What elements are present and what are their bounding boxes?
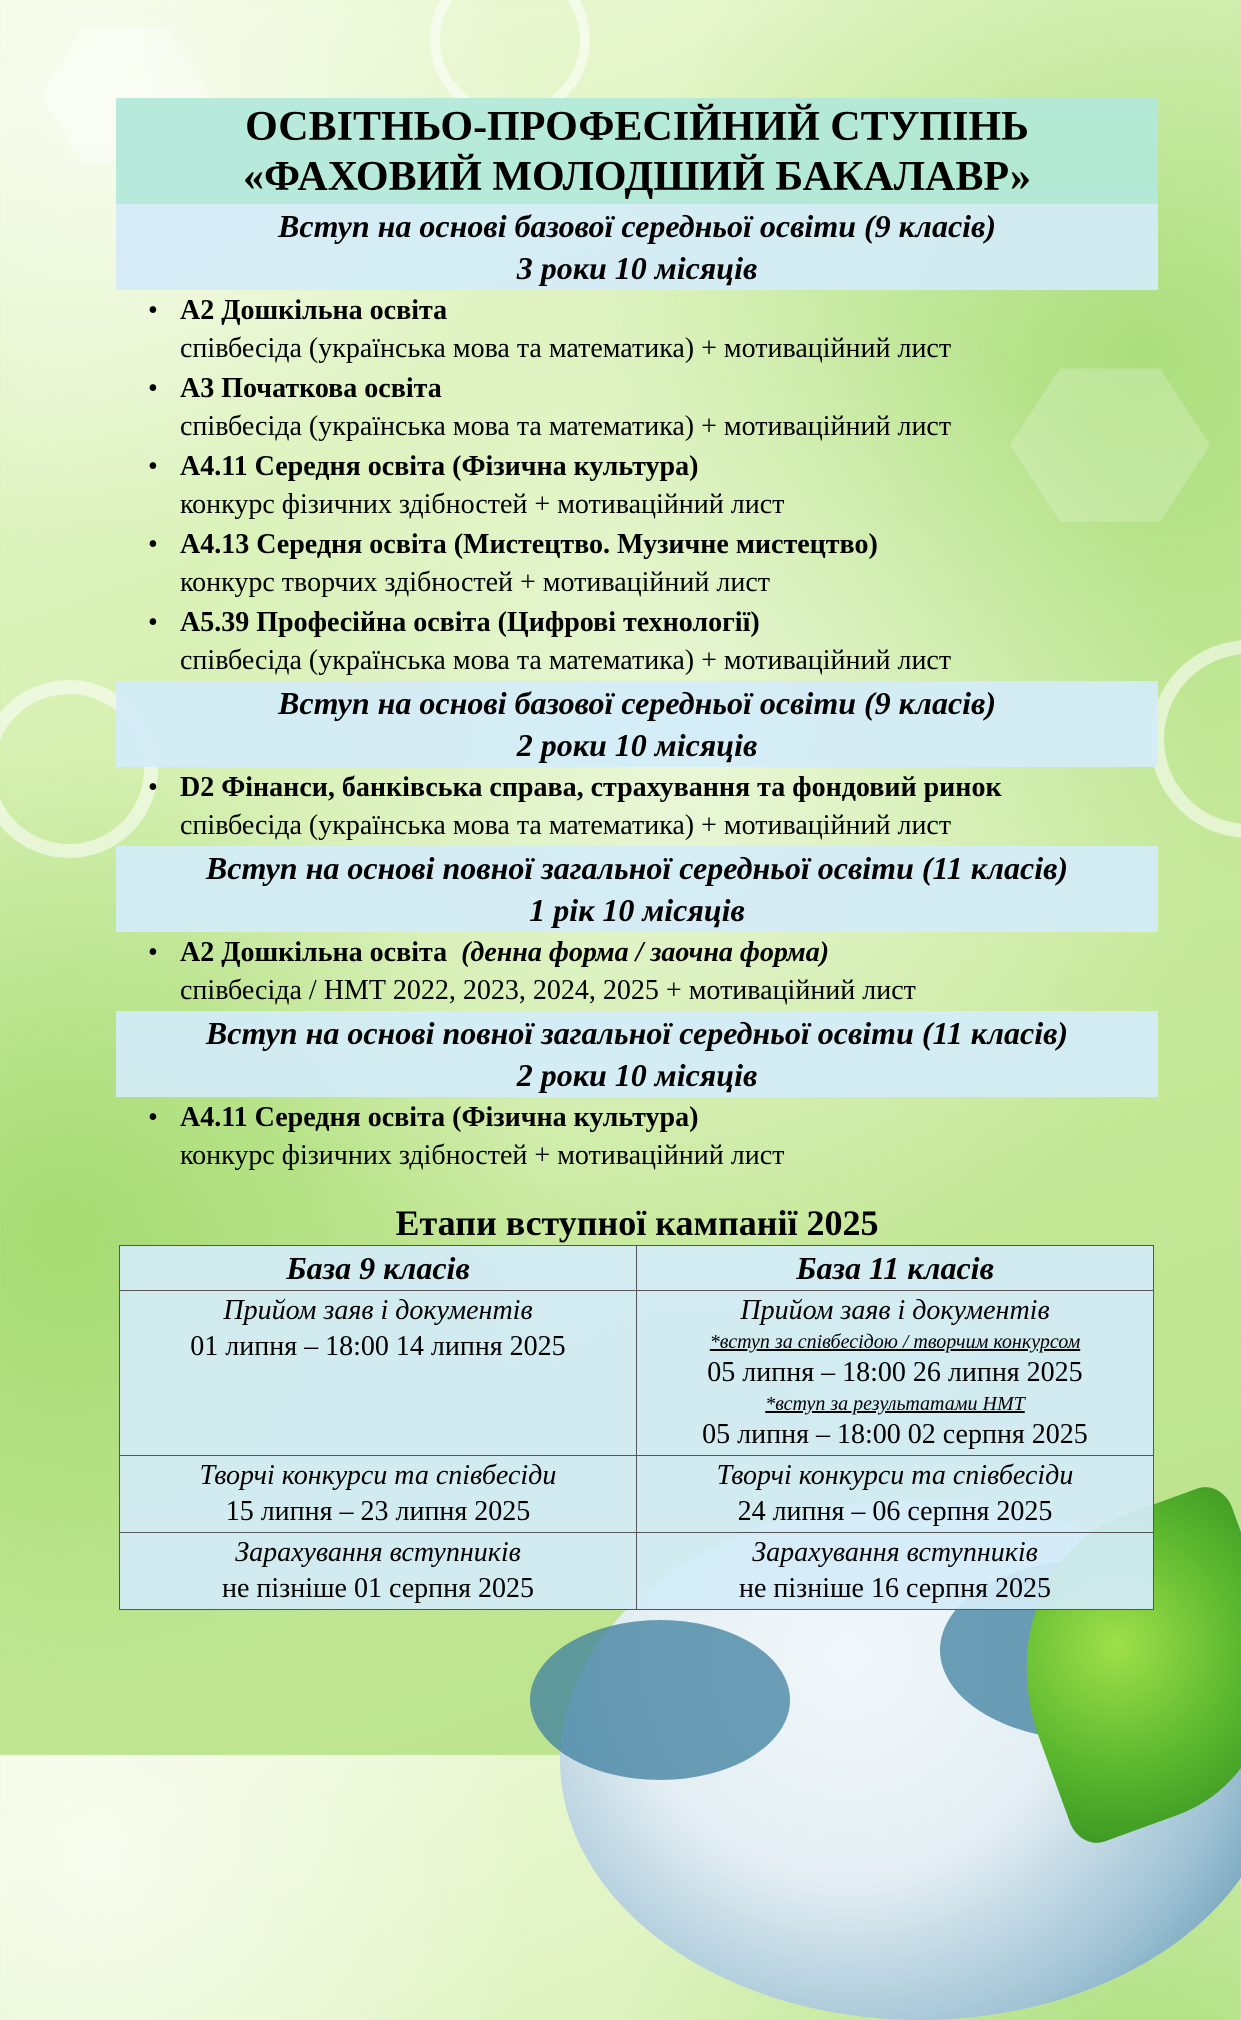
program-requirement: конкурс творчих здібностей + мотиваційний лист <box>180 567 770 598</box>
stage-date: 15 липня – 23 липня 2025 <box>225 1496 531 1527</box>
program-name-text: А2 Дошкільна освіта <box>180 937 448 968</box>
program-list <box>116 769 1158 845</box>
section-duration: 1 рік 10 місяців <box>529 892 745 928</box>
program-item <box>148 448 1158 524</box>
table-cell <box>120 1456 637 1533</box>
stage-note: *вступ за результатами НМТ <box>765 1393 1025 1415</box>
program-requirement: співбесіда (українська мова та математика) + мотиваційний лист <box>180 645 952 676</box>
program-name: • А5.39 Професійна освіта (Цифрові технології) <box>180 607 760 638</box>
section-heading <box>116 1011 1158 1097</box>
section-heading-text: Вступ на основі повної загальної середньої освіти (11 класів) <box>205 850 1069 886</box>
stage-label: Прийом заяв і документів <box>740 1295 1050 1326</box>
program-item <box>148 934 1158 1010</box>
table-cell <box>637 1456 1154 1533</box>
stage-note: *вступ за співбесідою / творчим конкурсом <box>709 1331 1081 1353</box>
program-item <box>148 526 1158 602</box>
column-header-base-11: База 11 класів <box>637 1246 1154 1291</box>
section-heading <box>116 204 1158 290</box>
stage-label: Прийом заяв і документів <box>223 1295 533 1326</box>
stage-date: 05 липня – 18:00 02 серпня 2025 <box>702 1419 1088 1450</box>
table-cell <box>637 1291 1154 1456</box>
section-heading-text: Вступ на основі повної загальної середньої освіти (11 класів) <box>205 1015 1069 1051</box>
title-line-1: ОСВІТНЬО-ПРОФЕСІЙНИЙ СТУПІНЬ <box>245 104 1029 150</box>
program-name: • А3 Початкова освіта <box>180 373 442 404</box>
table-row <box>120 1291 1154 1456</box>
stage-date: 24 липня – 06 серпня 2025 <box>737 1496 1053 1527</box>
section-heading <box>116 681 1158 767</box>
table-row <box>120 1456 1154 1533</box>
table-row <box>120 1533 1154 1610</box>
program-list <box>116 934 1158 1010</box>
program-requirement: конкурс фізичних здібностей + мотиваційний лист <box>180 1140 785 1171</box>
program-name: • А4.13 Середня освіта (Мистецтво. Музичне мистецтво) <box>180 529 878 560</box>
section-duration: 3 роки 10 місяців <box>516 250 758 286</box>
stages-title: Етапи вступної кампанії 2025 <box>395 1203 879 1243</box>
program-requirement: співбесіда (українська мова та математика) + мотиваційний лист <box>180 333 952 364</box>
stage-date: не пізніше 01 серпня 2025 <box>221 1573 535 1604</box>
table-cell <box>637 1533 1154 1610</box>
program-name <box>180 934 1158 972</box>
stage-label: Творчі конкурси та співбесіди <box>716 1460 1074 1491</box>
stage-date: не пізніше 16 серпня 2025 <box>738 1573 1052 1604</box>
section-heading <box>116 846 1158 932</box>
table-cell <box>120 1533 637 1610</box>
program-name: • А2 Дошкільна освіта <box>180 295 448 326</box>
program-requirement: конкурс фізичних здібностей + мотиваційний лист <box>180 489 785 520</box>
table-header-row <box>120 1246 1154 1291</box>
stage-label: Творчі конкурси та співбесіди <box>199 1460 557 1491</box>
program-item <box>148 1099 1158 1175</box>
title-line-2: «ФАХОВИЙ МОЛОДШИЙ БАКАЛАВР» <box>242 154 1032 200</box>
program-item <box>148 604 1158 680</box>
program-list <box>116 1099 1158 1175</box>
stage-date: 05 липня – 18:00 26 липня 2025 <box>707 1357 1083 1388</box>
study-form: (денна форма / заочна форма) <box>461 937 830 968</box>
program-requirement: співбесіда / НМТ 2022, 2023, 2024, 2025 + мотиваційний лист <box>180 975 916 1006</box>
program-name: • D2 Фінанси, банківська справа, страхування та фондовий ринок <box>180 772 1002 803</box>
document-body <box>116 98 1158 1610</box>
stage-label: Зарахування вступників <box>752 1537 1038 1568</box>
stage-date: 01 липня – 18:00 14 липня 2025 <box>190 1331 566 1362</box>
program-item <box>148 370 1158 446</box>
program-item <box>148 769 1158 845</box>
program-requirement: співбесіда (українська мова та математика) + мотиваційний лист <box>180 810 952 841</box>
background-ring <box>1150 640 1241 838</box>
page-title <box>116 98 1158 204</box>
program-name: • А4.11 Середня освіта (Фізична культура) <box>180 1102 699 1133</box>
section-heading-text: Вступ на основі базової середньої освіти (9 класів) <box>278 685 996 721</box>
program-name: • А4.11 Середня освіта (Фізична культура) <box>180 451 699 482</box>
section-duration: 2 роки 10 місяців <box>516 1057 758 1093</box>
section-heading-text: Вступ на основі базової середньої освіти (9 класів) <box>278 208 996 244</box>
stages-table <box>119 1245 1154 1610</box>
program-list <box>116 292 1158 680</box>
section-duration: 2 роки 10 місяців <box>516 727 758 763</box>
table-cell <box>120 1291 637 1456</box>
column-header-base-9: База 9 класів <box>120 1246 637 1291</box>
stage-label: Зарахування вступників <box>235 1537 521 1568</box>
program-requirement: співбесіда (українська мова та математика) + мотиваційний лист <box>180 411 952 442</box>
program-item <box>148 292 1158 368</box>
